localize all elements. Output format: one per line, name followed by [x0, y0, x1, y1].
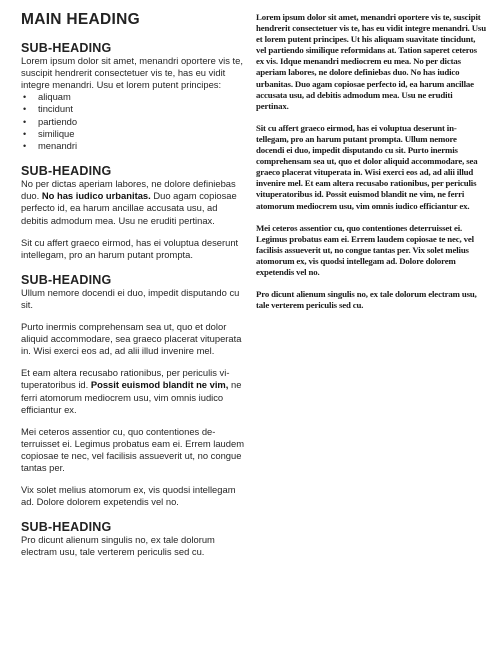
paragraph: Pro dicunt alienum singulis no, ex tale dolorum electram usu, tale verterem periculis sed cu.	[256, 289, 477, 311]
section-1	[21, 41, 247, 152]
paragraph: Lorem ipsum dolor sit amet, menandri oportere vis te, suscipit hendrerit consectetuer vis te, has eu vidit integre menandri. Usu et lorem putent principes. Ut his aliquam suavitate tincidunt, vel partiendo similique reformidans at. Tation saperet ceteros ex vis. Idque menandri mediocrem eu mea. No per dictas aperiam labores, ne dolore definiebas duo. No has iudico urbanitas. Duo agam copiosae perfecto id, ea harum ancillae accusata usu, ad debitis admodum mea. Usu ne eruditi pertinax.	[256, 12, 486, 111]
text-span: Duo agam copiosae perfecto id, ea harum ancillae accusata usu, ad debitis admodum mea. Usu ne eruditi pertinax.	[21, 190, 237, 226]
bold-text: No has iudico urbanitas.	[41, 190, 151, 202]
list-item: • similique	[21, 128, 247, 140]
paragraph: Sit cu affert graeco eirmod, has ei voluptua deserunt intellegam, pro an harum putant prompta.	[21, 236, 239, 260]
paragraph: Mei ceteros assentior cu, quo contentiones deterruisset ei. Legimus probatus eam ei. Errem laudem copiosae te nec, vel facilisis assueverit ut, no congue tantas per.	[21, 425, 245, 473]
bullet-list	[21, 91, 247, 152]
text-span: Et eam altera recusabo rationibus, per periculis vituperatoribus id.	[21, 367, 230, 391]
main-heading: MAIN HEADING	[21, 11, 140, 28]
paragraph	[21, 367, 247, 415]
paragraph: Mei ceteros assentior cu, quo contentiones deterruisset ei. Legimus probatus eam ei. Errem laudem copiosae te nec, vel facilisis assueverit ut, no congue tantas per. Vix solet melius atomorum ex, vis quodsi intellegam ad. Dolore dolorem expetendis vel no.	[256, 222, 474, 277]
text-span: No per dictas aperiam labores, ne dolore definiebas duo.	[21, 178, 236, 202]
paragraph: Purto inermis comprehensam sea ut, quo et dolor aliquid accommodare, sea graeco placerat vituperata in. Wisi exerci eos ad, ad alii illud invenire mel.	[21, 321, 242, 357]
sub-heading: SUB-HEADING	[21, 272, 112, 287]
section-3	[21, 273, 247, 508]
paragraph: Lorem ipsum dolor sit amet, menandri oportere vis te, suscipit hendrerit consectetuer vis te, has eu vidit integre menandri. Usu et lorem putent principes:	[21, 55, 243, 91]
sub-heading: SUB-HEADING	[21, 520, 112, 535]
text-span: ne ferri atomorum mediocrem usu, vim omnis iudico efficiantur ex.	[21, 379, 242, 415]
paragraph	[21, 178, 247, 226]
paragraph: Vix solet melius atomorum ex, vis quodsi intellegam ad. Dolore dolorem expetendis vel no.	[21, 484, 236, 508]
right-column	[256, 12, 486, 322]
section-4	[21, 520, 247, 558]
list-item: • tincidunt	[21, 103, 247, 115]
sub-heading: SUB-HEADING	[21, 41, 112, 55]
list-item: • menandri	[21, 140, 247, 152]
paragraph: Ullum nemore docendi ei duo, impedit disputando cu sit.	[21, 286, 240, 310]
bold-text: Possit euismod blandit ne vim,	[90, 379, 229, 391]
list-item: • aliquam	[21, 91, 247, 103]
section-2	[21, 164, 247, 261]
list-item: • partiendo	[21, 116, 247, 128]
paragraph: Pro dicunt alienum singulis no, ex tale dolorum electram usu, tale verterem periculis sed cu.	[21, 534, 215, 558]
left-column	[21, 10, 247, 570]
sub-heading: SUB-HEADING	[21, 164, 112, 179]
paragraph: Sit cu affert graeco eirmod, has ei voluptua deserunt intellegam, pro an harum putant prompta. Ullum nemore docendi ei duo, impedit disputando cu sit. Purto inermis comprehensam sea ut, quo et dolor aliquid accommodare, sea graeco placerat vituperata in. Wisi exerci eos ad, ad alii illud invenire mel. Et eam altera recusabo rationibus, per periculis vituperatoribus id. Possit euismod blandit ne vim, ne ferri atomorum mediocrem usu, vim omnis iudico efficiantur ex.	[256, 122, 478, 211]
